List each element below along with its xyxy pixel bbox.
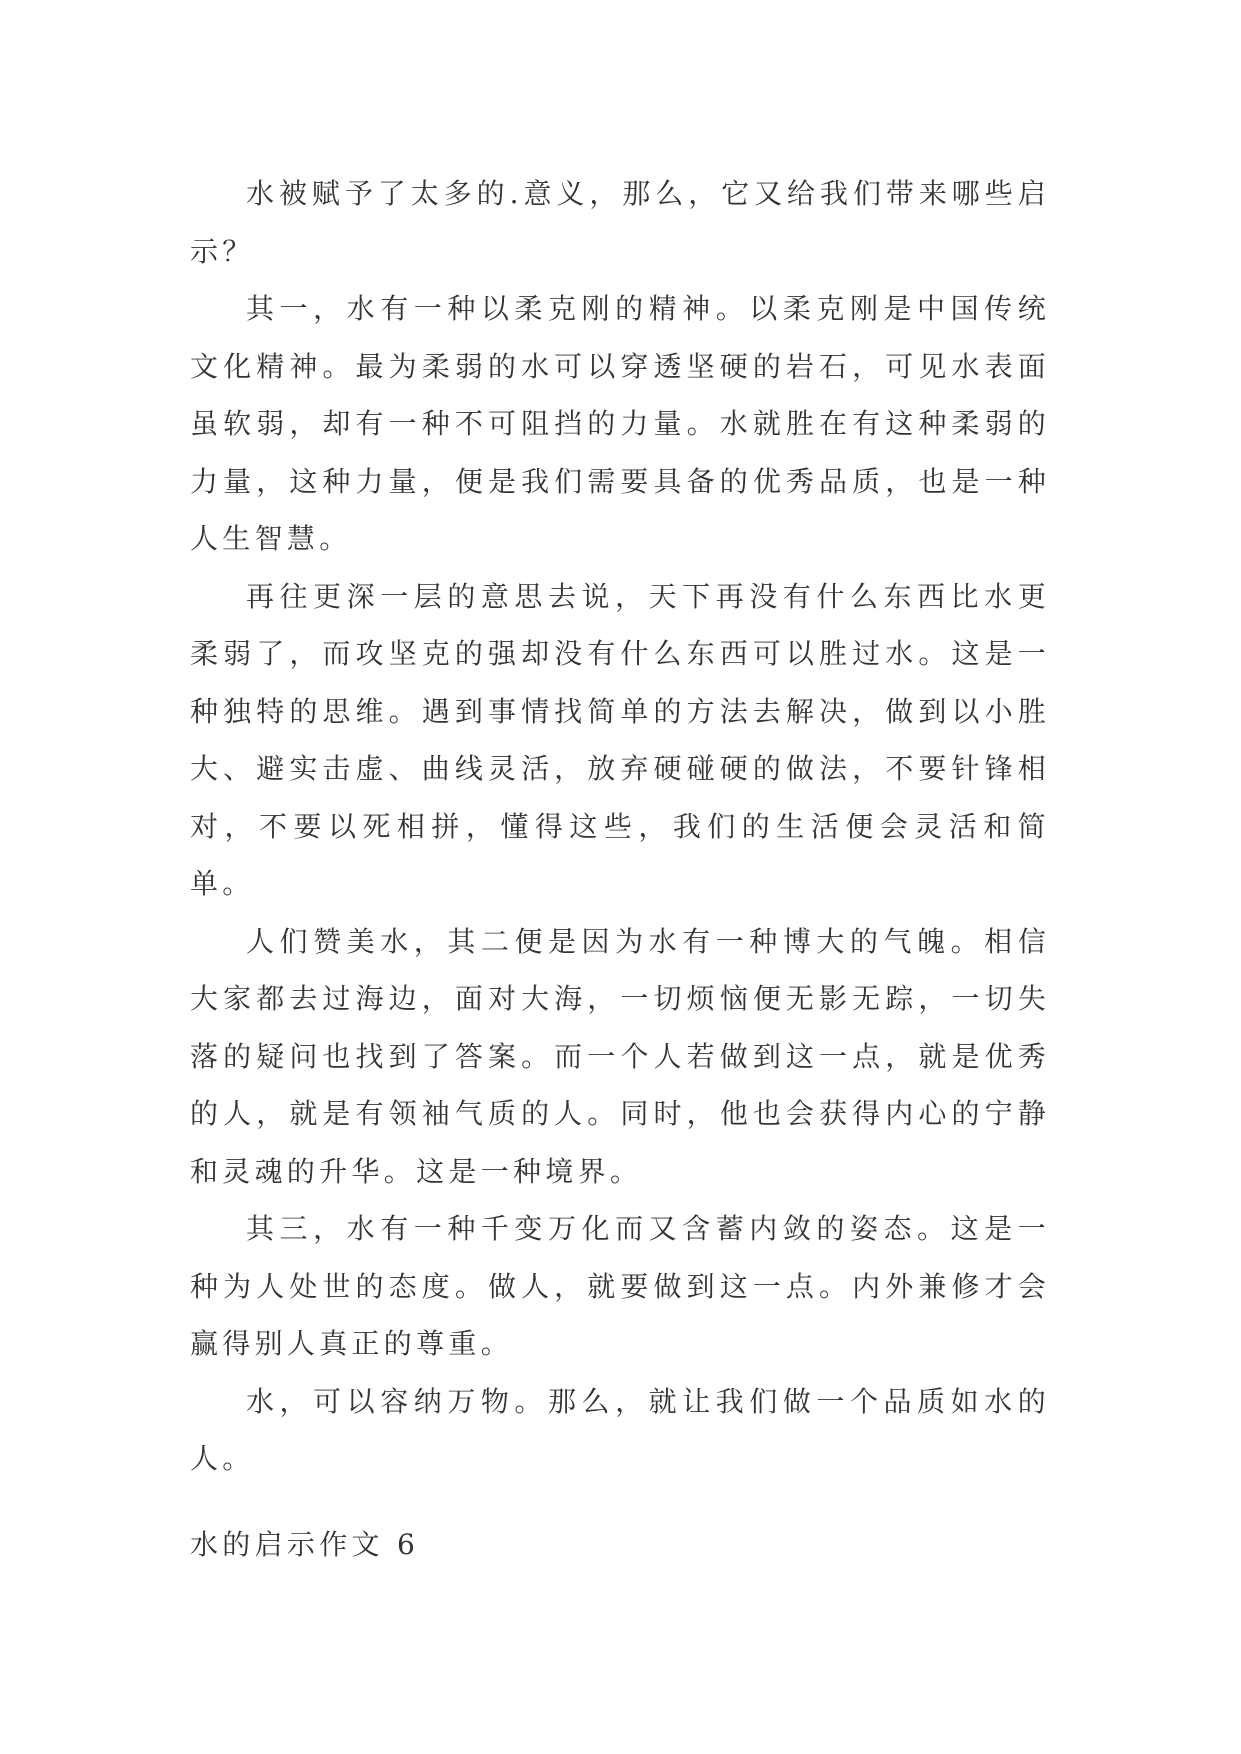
paragraph: 其一，水有一种以柔克刚的精神。以柔克刚是中国传统文化精神。最为柔弱的水可以穿透坚硬的岩石，可见水表面虽软弱，却有一种不可阻挡的力量。水就胜在有这种柔弱的力量，这种力量，便是我们需要具备的优秀品质，也是一种人生智慧。: [190, 292, 1050, 555]
paragraph: 再往更深一层的意思去说，天下再没有什么东西比水更柔弱了，而攻坚克的强却没有什么东西可以胜过水。这是一种独特的思维。遇到事情找简单的方法去解决，做到以小胜大、避实击虚、曲线灵活，放弃硬碰硬的做法，不要针锋相对，不要以死相拼，懂得这些，我们的生活便会灵活和简单。: [190, 579, 1050, 900]
paragraph: 人们赞美水，其二便是因为水有一种博大的气魄。相信大家都去过海边，面对大海，一切烦恼便无影无踪，一切失落的疑问也找到了答案。而一个人若做到这一点，就是优秀的人，就是有领袖气质的人。同时，他也会获得内心的宁静和灵魂的升华。这是一种境界。: [190, 924, 1050, 1188]
essay-body: [190, 165, 1050, 1488]
paragraph: 其三，水有一种千变万化而又含蓄内敛的姿态。这是一种为人处世的态度。做人，就要做到这一点。内外兼修才会赢得别人真正的尊重。: [190, 1212, 1050, 1360]
section-heading: 水的启示作文 6: [190, 1528, 420, 1561]
paragraph: 水，可以容纳万物。那么，就让我们做一个品质如水的人。: [190, 1384, 1050, 1475]
paragraph: 水被赋予了太多的.意义，那么，它又给我们带来哪些启示？: [190, 177, 1050, 268]
